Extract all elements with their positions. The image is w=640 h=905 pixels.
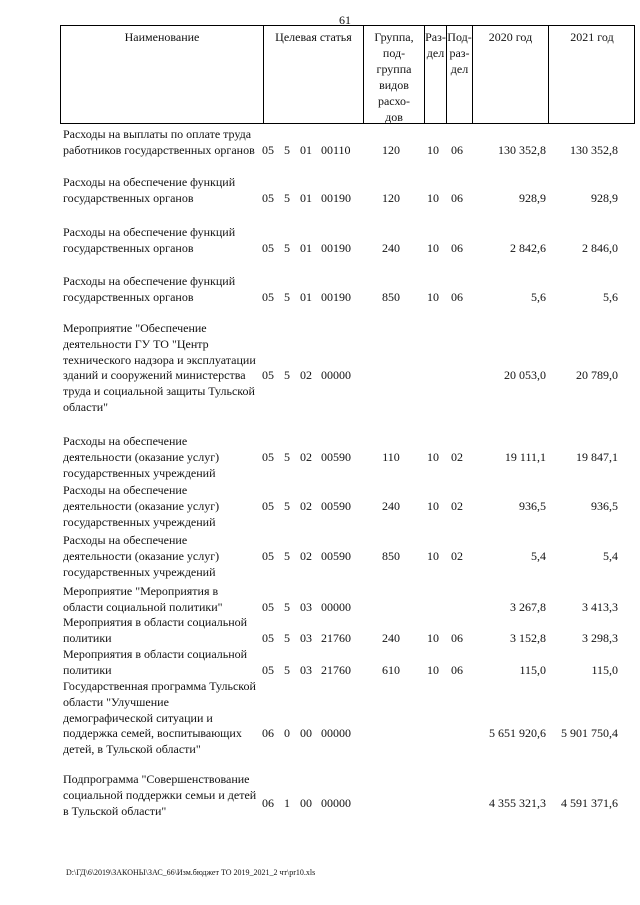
row-subsection: 02 (451, 549, 463, 563)
table-header (60, 25, 635, 124)
row-value-2020: 19 111,1 (504, 450, 546, 464)
row-group: 120 (382, 191, 400, 205)
target-item-part: 05 (262, 290, 274, 304)
row-value-2021: 2 846,0 (582, 241, 618, 255)
target-item-part: 00000 (321, 796, 351, 810)
row-name: Государственная программа Тульской области "Улучшение демографической ситуации и поддержка семей, воспитывающих детей, в Тульской области" (63, 679, 256, 757)
target-item-part: 02 (300, 368, 312, 382)
target-item-part: 00190 (321, 191, 351, 205)
row-section: 10 (427, 191, 439, 205)
row-name: Расходы на выплаты по оплате труда работников государственных органов (63, 127, 255, 157)
target-item-part: 5 (284, 549, 290, 563)
header-group: Группа, под- группа видов расхо- дов (364, 26, 425, 123)
target-item-part: 05 (262, 663, 274, 677)
table-row (60, 225, 640, 257)
table-row (60, 584, 640, 616)
target-item-part: 02 (300, 450, 312, 464)
table-row (60, 321, 640, 430)
table-row (60, 483, 640, 531)
row-name: Расходы на обеспечение функций государственных органов (63, 274, 236, 304)
table-row (60, 615, 640, 647)
target-item-part: 21760 (321, 663, 351, 677)
target-item-part: 05 (262, 191, 274, 205)
target-item-part: 00 (300, 726, 312, 740)
row-section: 10 (427, 290, 439, 304)
target-item-part: 5 (284, 368, 290, 382)
row-section: 10 (427, 631, 439, 645)
row-subsection: 02 (451, 499, 463, 513)
row-value-2020: 5,4 (531, 549, 546, 563)
row-value-2021: 130 352,8 (570, 143, 618, 157)
header-section: Раз- дел (425, 26, 447, 123)
target-item-part: 00590 (321, 499, 351, 513)
table-row (60, 679, 640, 759)
header-subsection: Под- раз- дел (447, 26, 473, 123)
target-item-part: 00110 (321, 143, 351, 157)
row-group: 120 (382, 143, 400, 157)
row-name: Расходы на обеспечение деятельности (оказание услуг) государственных учреждений (63, 483, 220, 529)
header-name: Наименование (61, 26, 264, 123)
target-item-part: 00000 (321, 726, 351, 740)
table-row (60, 772, 640, 836)
target-item-part: 05 (262, 143, 274, 157)
target-item-part: 00000 (321, 600, 351, 614)
target-item-part: 5 (284, 290, 290, 304)
row-value-2020: 5,6 (531, 290, 546, 304)
target-item-part: 00190 (321, 241, 351, 255)
row-subsection: 06 (451, 290, 463, 304)
row-value-2021: 3 413,3 (582, 600, 618, 614)
target-item-part: 05 (262, 631, 274, 645)
target-item-part: 5 (284, 191, 290, 205)
target-item-part: 06 (262, 726, 274, 740)
row-name: Мероприятие "Мероприятия в области социальной политики" (63, 584, 223, 614)
target-item-part: 5 (284, 241, 290, 255)
row-name: Мероприятие "Обеспечение деятельности ГУ ТО "Центр технического надзора и эксплуатации зданий и сооружений министерства труда и социальной защиты Тульской области" (63, 321, 256, 414)
target-item-part: 00590 (321, 549, 351, 563)
target-item-part: 00 (300, 796, 312, 810)
row-value-2021: 5 901 750,4 (561, 726, 618, 740)
file-path-footer: D:\ГД\6\2019\ЗАКОНЫ\ЗАС_66\Изм.бюджет ТО 2019_2021_2 чт\pr10.xls (66, 868, 316, 877)
table-row (60, 647, 640, 679)
row-value-2020: 4 355 321,3 (489, 796, 546, 810)
row-value-2021: 5,4 (603, 549, 618, 563)
row-value-2021: 19 847,1 (576, 450, 618, 464)
target-item-part: 01 (300, 143, 312, 157)
row-value-2021: 4 591 371,6 (561, 796, 618, 810)
row-section: 10 (427, 143, 439, 157)
table-row (60, 434, 640, 482)
row-value-2020: 115,0 (519, 663, 546, 677)
target-item-part: 03 (300, 631, 312, 645)
target-item-part: 01 (300, 241, 312, 255)
target-item-part: 5 (284, 663, 290, 677)
row-value-2020: 3 267,8 (510, 600, 546, 614)
row-value-2020: 2 842,6 (510, 241, 546, 255)
row-value-2020: 20 053,0 (504, 368, 546, 382)
header-year-2021: 2021 год (570, 30, 614, 44)
row-name: Расходы на обеспечение функций государственных органов (63, 175, 236, 205)
target-item-part: 5 (284, 631, 290, 645)
row-group: 110 (382, 450, 400, 464)
table-row (60, 127, 640, 174)
target-item-part: 01 (300, 290, 312, 304)
row-section: 10 (427, 663, 439, 677)
row-name: Расходы на обеспечение функций государственных органов (63, 225, 236, 255)
target-item-part: 03 (300, 600, 312, 614)
target-item-part: 5 (284, 600, 290, 614)
header-target-item: Целевая статья (264, 26, 364, 123)
row-name: Мероприятия в области социальной политики (63, 647, 248, 677)
target-item-part: 00000 (321, 368, 351, 382)
target-item-part: 06 (262, 796, 274, 810)
row-section: 10 (427, 450, 439, 464)
row-value-2021: 20 789,0 (576, 368, 618, 382)
target-item-part: 03 (300, 663, 312, 677)
target-item-part: 05 (262, 600, 274, 614)
row-value-2021: 936,5 (591, 499, 618, 513)
target-item-part: 05 (262, 499, 274, 513)
row-subsection: 06 (451, 191, 463, 205)
target-item-part: 5 (284, 499, 290, 513)
target-item-part: 02 (300, 499, 312, 513)
target-item-part: 00190 (321, 290, 351, 304)
row-group: 850 (382, 549, 400, 563)
row-subsection: 06 (451, 143, 463, 157)
header-year-2020: 2020 год (473, 26, 549, 123)
row-group: 610 (382, 663, 400, 677)
row-group: 240 (382, 631, 400, 645)
target-item-part: 0 (284, 726, 290, 740)
target-item-part: 05 (262, 241, 274, 255)
row-name: Расходы на обеспечение деятельности (оказание услуг) государственных учреждений (63, 434, 220, 480)
row-value-2020: 936,5 (519, 499, 546, 513)
target-item-part: 5 (284, 143, 290, 157)
row-group: 850 (382, 290, 400, 304)
row-value-2021: 3 298,3 (582, 631, 618, 645)
target-item-part: 5 (284, 450, 290, 464)
row-value-2021: 928,9 (591, 191, 618, 205)
row-section: 10 (427, 549, 439, 563)
row-value-2020: 3 152,8 (510, 631, 546, 645)
target-item-part: 01 (300, 191, 312, 205)
row-subsection: 06 (451, 241, 463, 255)
target-item-part: 05 (262, 368, 274, 382)
row-name: Подпрограмма "Совершенствование социальной поддержки семьи и детей в Тульской области" (63, 772, 257, 818)
target-item-part: 1 (284, 796, 290, 810)
target-item-part: 02 (300, 549, 312, 563)
row-name: Мероприятия в области социальной политики (63, 615, 248, 645)
target-item-part: 00590 (321, 450, 351, 464)
page-number: 61 (339, 13, 351, 27)
row-subsection: 06 (451, 663, 463, 677)
row-subsection: 06 (451, 631, 463, 645)
target-item-part: 05 (262, 450, 274, 464)
row-group: 240 (382, 241, 400, 255)
row-value-2021: 115,0 (591, 663, 618, 677)
row-value-2020: 5 651 920,6 (489, 726, 546, 740)
row-value-2020: 928,9 (519, 191, 546, 205)
row-group: 240 (382, 499, 400, 513)
target-item-part: 21760 (321, 631, 351, 645)
row-value-2021: 5,6 (603, 290, 618, 304)
row-subsection: 02 (451, 450, 463, 464)
target-item-part: 05 (262, 549, 274, 563)
table-row (60, 274, 640, 306)
row-value-2020: 130 352,8 (498, 143, 546, 157)
table-row (60, 533, 640, 581)
row-section: 10 (427, 241, 439, 255)
row-section: 10 (427, 499, 439, 513)
row-name: Расходы на обеспечение деятельности (оказание услуг) государственных учреждений (63, 533, 220, 579)
table-row (60, 175, 640, 207)
